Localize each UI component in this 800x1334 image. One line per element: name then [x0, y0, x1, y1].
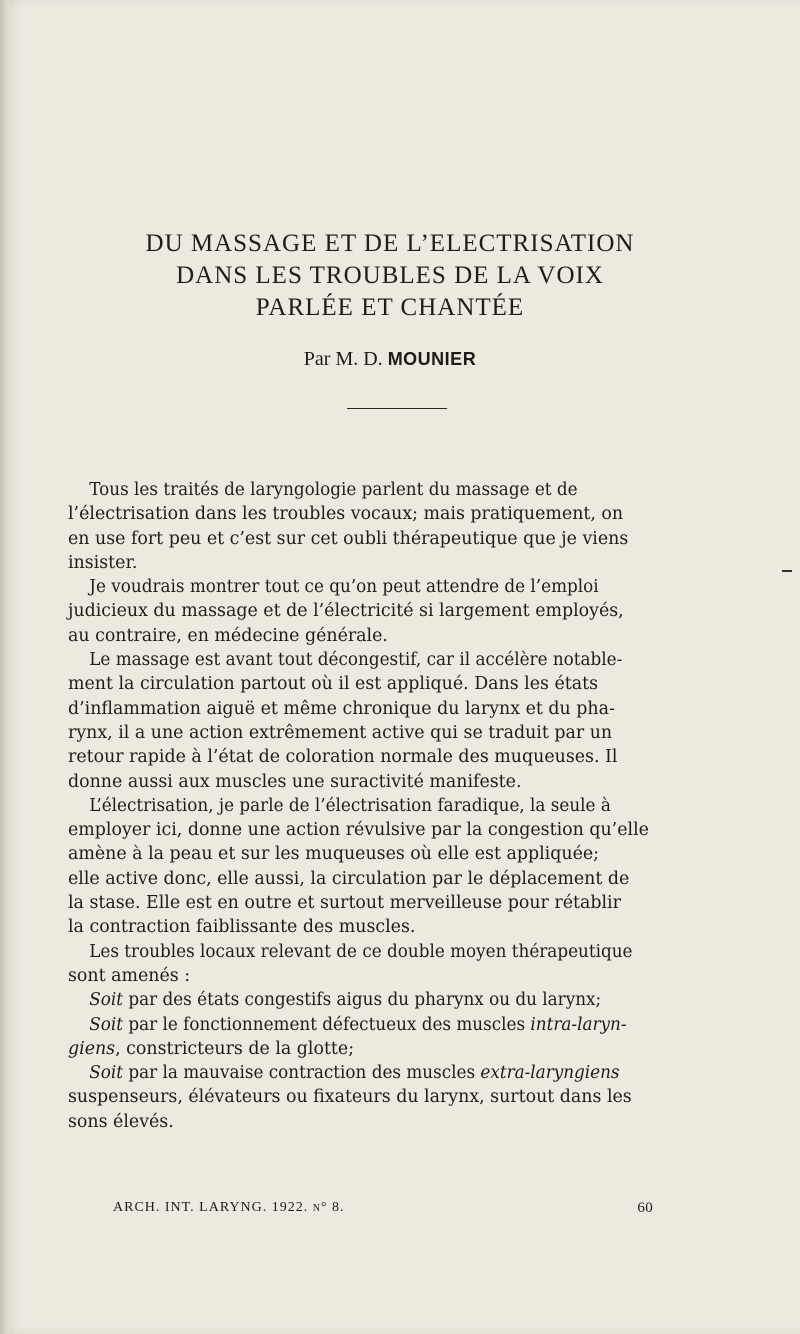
item-text: par des états congestifs aigus du pharynx ou du larynx; [128, 990, 602, 1011]
item-text: par la mauvaise contraction des muscles [128, 1063, 481, 1084]
text-line: en use fort peu et c’est sur cet oubli thérapeutique que je viens [68, 528, 629, 549]
text-line: la contraction faiblissante des muscles. [68, 917, 416, 938]
paragraph-1 [68, 478, 708, 575]
text-line [68, 1061, 686, 1085]
text-line: Les troubles locaux relevant de ce double moyen thérapeutique [89, 941, 633, 962]
text-line: sons élevés. [68, 1111, 174, 1132]
byline [100, 348, 680, 371]
article-title [100, 228, 680, 371]
list-item-1 [68, 988, 708, 1012]
text-line: retour rapide à l’état de coloration normale des muqueuses. Il [68, 747, 618, 768]
item-lead: Soit [89, 990, 124, 1011]
title-line-3: PARLÉE ET CHANTÉE [255, 294, 525, 321]
item-lead: Soit [89, 1063, 124, 1084]
article-body [68, 478, 708, 1134]
list-item-3 [68, 1061, 708, 1134]
text-line [68, 988, 686, 1012]
text-line: donne aussi aux muscles une suractivité manifeste. [68, 771, 522, 792]
title-line-2: DANS LES TROUBLES DE LA VOIX [176, 262, 604, 289]
item-lead: Soit [89, 1014, 124, 1035]
margin-mark [782, 570, 792, 572]
text-line: Je voudrais montrer tout ce qu’on peut attendre de l’emploi [89, 577, 599, 598]
item-text: par le fonctionnement défectueux des muscles [128, 1014, 531, 1035]
text-line: employer ici, donne une action révulsive par la congestion qu’elle [68, 820, 649, 841]
paragraph-3 [68, 648, 708, 794]
page-footer [113, 1200, 673, 1216]
author-name: MOUNIER [387, 349, 477, 369]
text-line: Le massage est avant tout décongestif, car il accélère notable- [89, 650, 623, 671]
text-line: rynx, il a une action extrêmement active qui se traduit par un [68, 722, 613, 743]
text-line [68, 1037, 708, 1061]
text-line [68, 1013, 686, 1037]
paragraph-4 [68, 794, 708, 940]
journal-citation: ARCH. INT. LARYNG. 1922. n° 8. [113, 1200, 345, 1215]
item-italic-term: intra-laryn- [530, 1014, 627, 1035]
text-line: amène à la peau et sur les muqueuses où elle est appliquée; [68, 844, 600, 865]
text-line: sont amenés : [68, 965, 191, 986]
text-line: Tous les traités de laryngologie parlent du massage et de [89, 480, 578, 500]
title-line-1: DU MASSAGE ET DE L’ELECTRISATION [145, 230, 635, 257]
text-line: d’inflammation aiguë et même chronique du larynx et du pha- [68, 698, 615, 719]
text-line: insister. [68, 552, 138, 573]
text-line: judicieux du massage et de l’électricité si largement employés, [68, 601, 624, 622]
item-italic-term: extra-laryngiens [480, 1063, 620, 1084]
text-line: suspenseurs, élévateurs ou fixateurs du larynx, surtout dans les [68, 1087, 632, 1108]
text-line: au contraire, en médecine générale. [68, 625, 388, 646]
list-item-2 [68, 1013, 708, 1062]
text-line: l’électrisation dans les troubles vocaux; mais pratiquement, on [68, 504, 624, 525]
item-italic-term: giens [68, 1038, 116, 1059]
text-line: elle active donc, elle aussi, la circulation par le déplacement de [68, 868, 630, 889]
paragraph-2 [68, 575, 708, 648]
page-binding-edge [0, 0, 9, 1334]
text-line: la stase. Elle est en outre et surtout merveilleuse pour rétablir [68, 893, 621, 914]
title-separator-rule [347, 408, 447, 409]
paragraph-5 [68, 940, 708, 989]
text-line: ment la circulation partout où il est appliqué. Dans les états [68, 674, 599, 695]
item-text: , constricteurs de la glotte; [115, 1038, 355, 1059]
page-number: 60 [637, 1200, 653, 1216]
text-line: L’électrisation, je parle de l’électrisation faradique, la seule à [89, 795, 611, 816]
byline-prefix: Par M. D. [303, 348, 388, 370]
